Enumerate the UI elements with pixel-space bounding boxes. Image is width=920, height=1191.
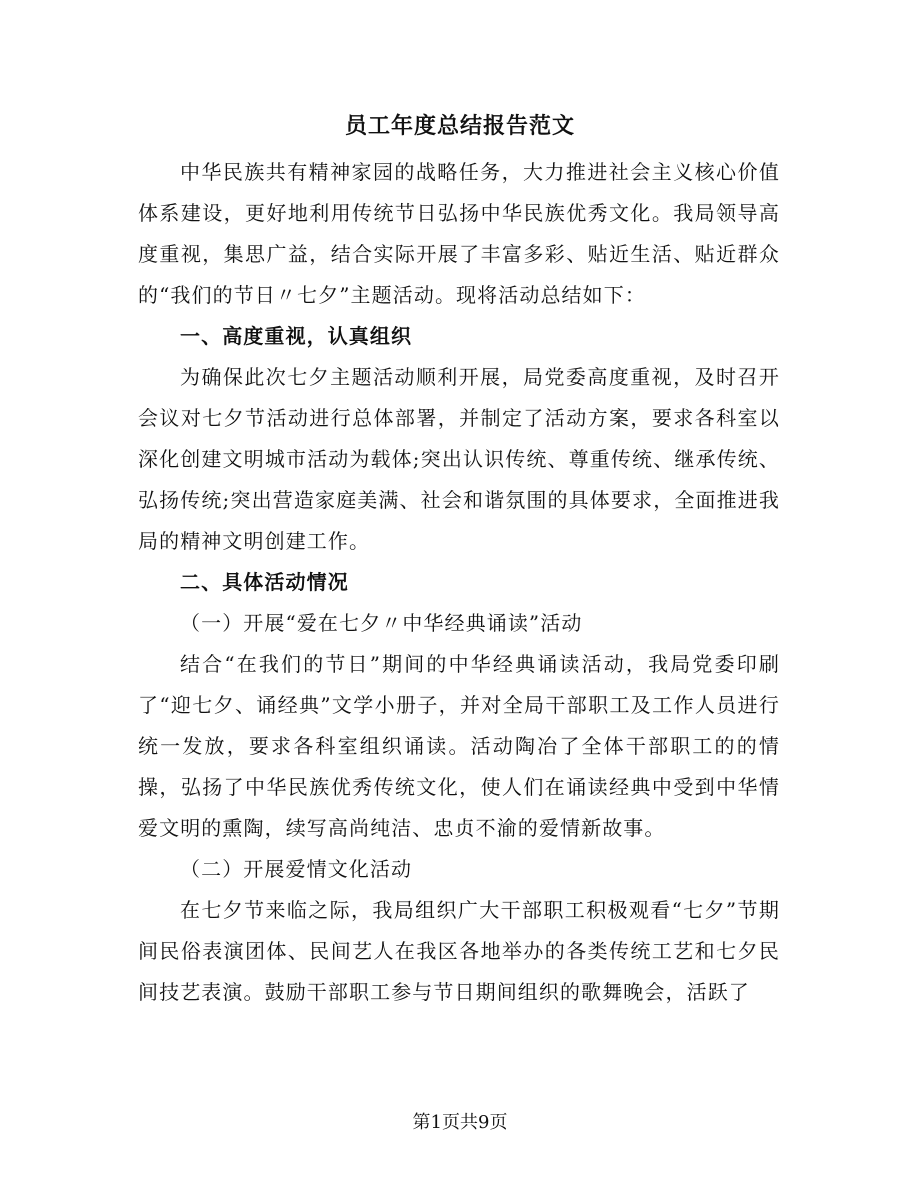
section-heading-1: 一、高度重视，认真组织	[180, 324, 413, 348]
intro-paragraph: 中华民族共有精神家园的战略任务，大力推进社会主义核心价值体系建设，更好地利用传统节日弘扬中华民族优秀文化。我局领导高度重视，集思广益，结合实际开展了丰富多彩、贴近生活、贴近群众的“我们的节日〃七夕”主题活动。现将活动总结如下：	[138, 160, 780, 307]
subsection-1-paragraph: 结合“在我们的节日”期间的中华经典诵读活动，我局党委印刷了“迎七夕、诵经典”文学小册子，并对全局干部职工及工作人员进行统一发放，要求各科室组织诵读。活动陶冶了全体干部职工的的情操，弘扬了中华民族优秀传统文化，使人们在诵读经典中受到中华情爱文明的熏陶，续写高尚纯洁、忠贞不渝的爱情新故事。	[138, 652, 780, 840]
subsection-heading-2: （二）开展爱情文化活动	[180, 857, 413, 881]
section-heading-2: 二、具体活动情况	[180, 570, 349, 594]
document-body	[138, 152, 780, 1013]
section-1-paragraph: 为确保此次七夕主题活动顺利开展，局党委高度重视，及时召开会议对七夕节活动进行总体部署，并制定了活动方案，要求各科室以深化创建文明城市活动为载体;突出认识传统、尊重传统、继承传统、弘扬传统;突出营造家庭美满、社会和谐氛围的具体要求，全面推进我局的精神文明创建工作。	[138, 365, 780, 553]
subsection-2-paragraph: 在七夕节来临之际，我局组织广大干部职工积极观看“七夕”节期间民俗表演团体、民间艺人在我区各地举办的各类传统工艺和七夕民间技艺表演。鼓励干部职工参与节日期间组织的歌舞晚会，活跃了	[138, 898, 780, 1004]
document-title: 员工年度总结报告范文	[344, 113, 575, 139]
page-number: 第1页共9页	[412, 1112, 508, 1133]
subsection-heading-1: （一）开展“爱在七夕〃中华经典诵读”活动	[180, 611, 583, 635]
